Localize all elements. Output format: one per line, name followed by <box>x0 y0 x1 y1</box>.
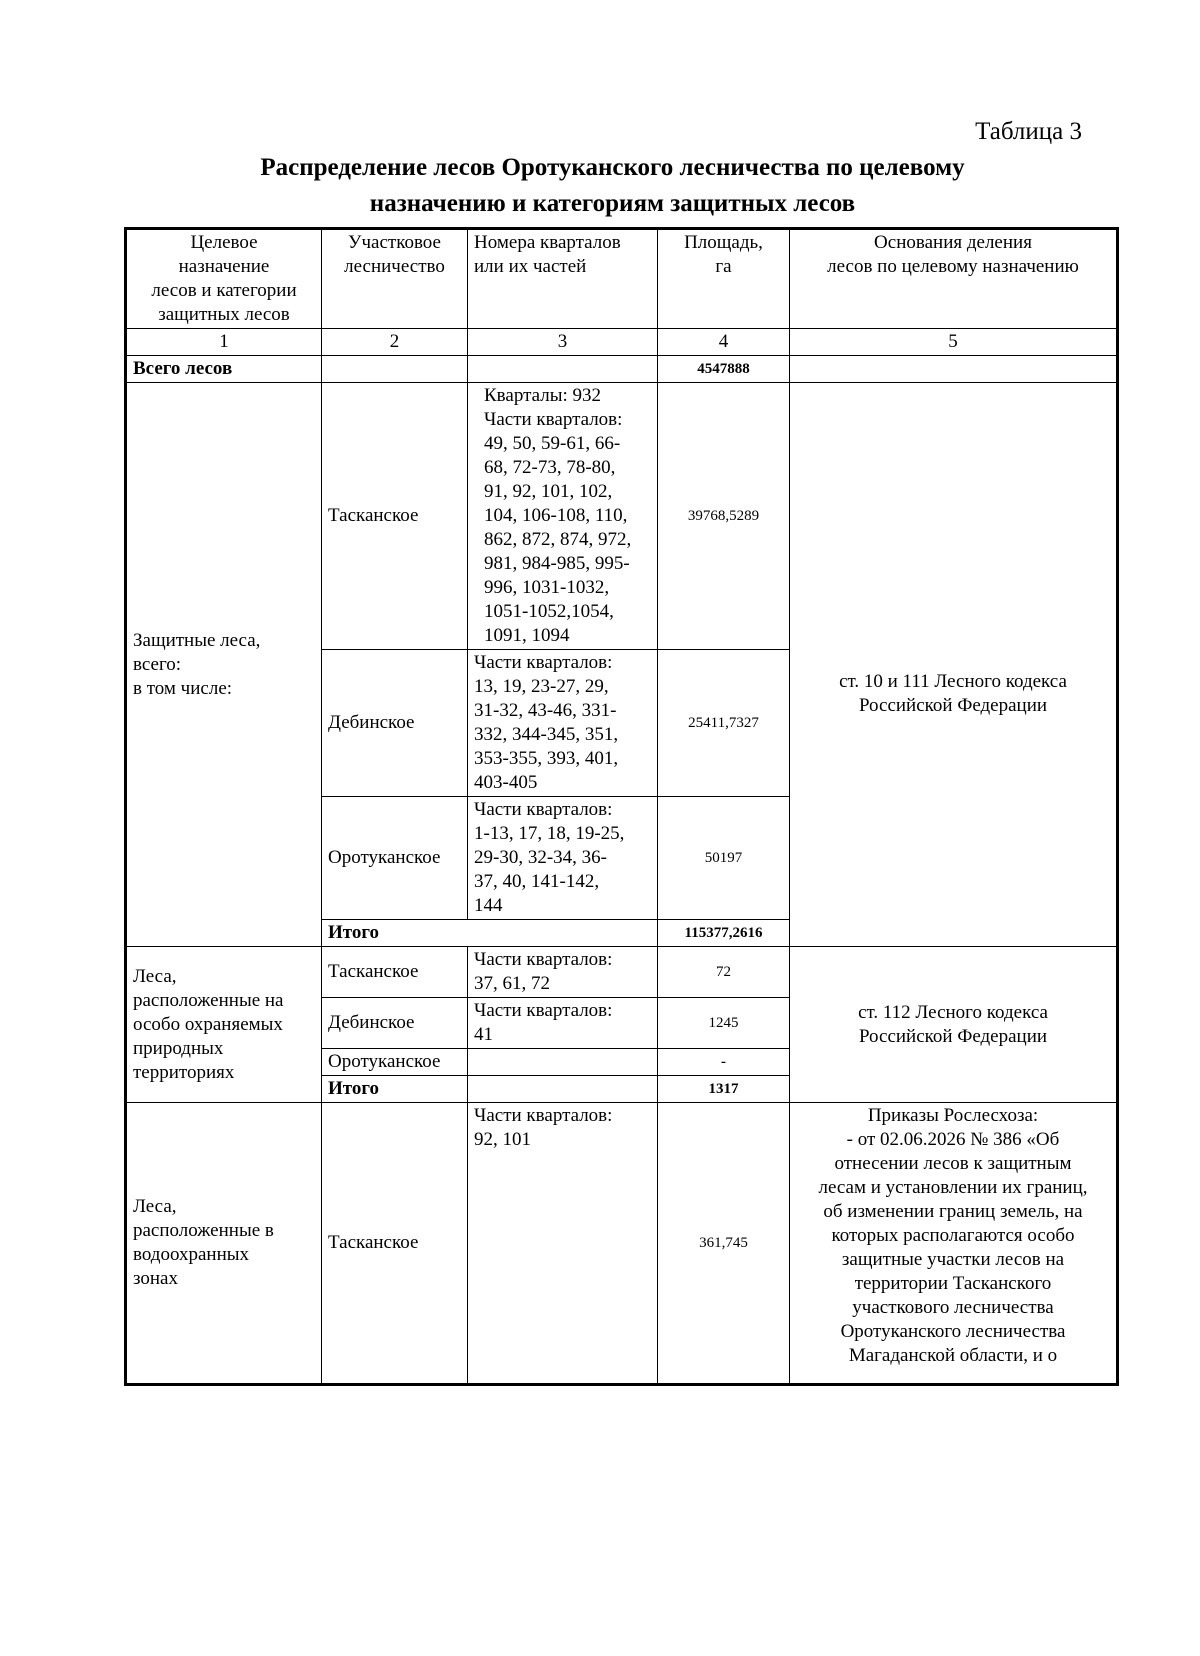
table-number-label: Таблица 3 <box>975 118 1082 145</box>
district-cell: Дебинское <box>322 998 468 1049</box>
table-row <box>126 947 1118 998</box>
quarters-cell: Части кварталов: 1-13, 17, 18, 19-25, 29-30, 32-34, 36- 37, 40, 141-142, 144 <box>468 797 658 920</box>
table-row <box>126 383 1118 650</box>
quarters-cell: Части кварталов: 37, 61, 72 <box>468 947 658 998</box>
subtotal-area: 1317 <box>658 1076 790 1103</box>
protected-basis: ст. 112 Лесного кодекса Российской Федерации <box>790 947 1118 1103</box>
area-cell: 39768,5289 <box>658 383 790 650</box>
col-number-1: 1 <box>126 329 322 356</box>
title-line-2: назначению и категориям защитных лесов <box>369 190 856 217</box>
title-line-1: Распределение лесов Оротуканского лесничества по целевому <box>260 154 965 181</box>
document-title <box>120 150 1105 222</box>
empty-cell <box>468 356 658 383</box>
protected-category: Леса, расположенные на особо охраняемых природных территориях <box>126 947 322 1103</box>
table-row <box>126 1103 1118 1385</box>
header-area: Площадь, га <box>658 229 790 329</box>
empty-cell <box>322 356 468 383</box>
total-forests-row <box>126 356 1118 383</box>
district-cell: Тасканское <box>322 1103 468 1385</box>
district-cell: Оротуканское <box>322 1049 468 1076</box>
district-cell: Тасканское <box>322 383 468 650</box>
forest-distribution-table <box>124 227 1119 1386</box>
header-row <box>126 229 1118 329</box>
column-number-row <box>126 329 1118 356</box>
empty-cell <box>790 356 1118 383</box>
area-cell: 25411,7327 <box>658 650 790 797</box>
header-basis: Основания деления лесов по целевому назначению <box>790 229 1118 329</box>
water-zones-category: Леса, расположенные в водоохранных зонах <box>126 1103 322 1385</box>
district-cell: Дебинское <box>322 650 468 797</box>
col-number-3: 3 <box>468 329 658 356</box>
subtotal-label: Итого <box>322 1076 468 1103</box>
area-cell: 361,745 <box>658 1103 790 1385</box>
district-cell: Оротуканское <box>322 797 468 920</box>
protective-category: Защитные леса, всего: в том числе: <box>126 383 322 947</box>
area-cell: 1245 <box>658 998 790 1049</box>
header-district: Участковое лесничество <box>322 229 468 329</box>
quarters-cell: Части кварталов: 13, 19, 23-27, 29, 31-32, 43-46, 331- 332, 344-345, 351, 353-355, 393, 401, 403-405 <box>468 650 658 797</box>
col-number-5: 5 <box>790 329 1118 356</box>
area-cell: - <box>658 1049 790 1076</box>
quarters-cell: Части кварталов: 92, 101 <box>468 1103 658 1385</box>
subtotal-area: 115377,2616 <box>658 920 790 947</box>
water-zones-basis: Приказы Рослесхоза: - от 02.06.2026 № 386 «Об отнесении лесов к защитным лесам и установлении их границ, об изменении границ земель, на которых располагаются особо защитные участки лесов на территории Тасканского участкового лесничества Оротуканского лесничества Магаданской области, и о <box>790 1103 1118 1385</box>
quarters-cell: Части кварталов: 41 <box>468 998 658 1049</box>
col-number-2: 2 <box>322 329 468 356</box>
total-forests-label: Всего лесов <box>126 356 322 383</box>
quarters-cell <box>468 1049 658 1076</box>
header-quarters: Номера кварталов или их частей <box>468 229 658 329</box>
total-forests-area: 4547888 <box>658 356 790 383</box>
empty-cell <box>468 1076 658 1103</box>
district-cell: Тасканское <box>322 947 468 998</box>
area-cell: 72 <box>658 947 790 998</box>
area-cell: 50197 <box>658 797 790 920</box>
quarters-cell: Кварталы: 932 Части кварталов: 49, 50, 59-61, 66- 68, 72-73, 78-80, 91, 92, 101, 102, 104, 106-108, 110, 862, 872, 874, 972, 981, 984-985, 995- 996, 1031-1032, 1051-1052,1054, 1091, 1094 <box>468 383 658 650</box>
subtotal-label: Итого <box>322 920 658 947</box>
col-number-4: 4 <box>658 329 790 356</box>
header-purpose: Целевое назначение лесов и категории защитных лесов <box>126 229 322 329</box>
protective-basis: ст. 10 и 111 Лесного кодекса Российской Федерации <box>790 383 1118 947</box>
